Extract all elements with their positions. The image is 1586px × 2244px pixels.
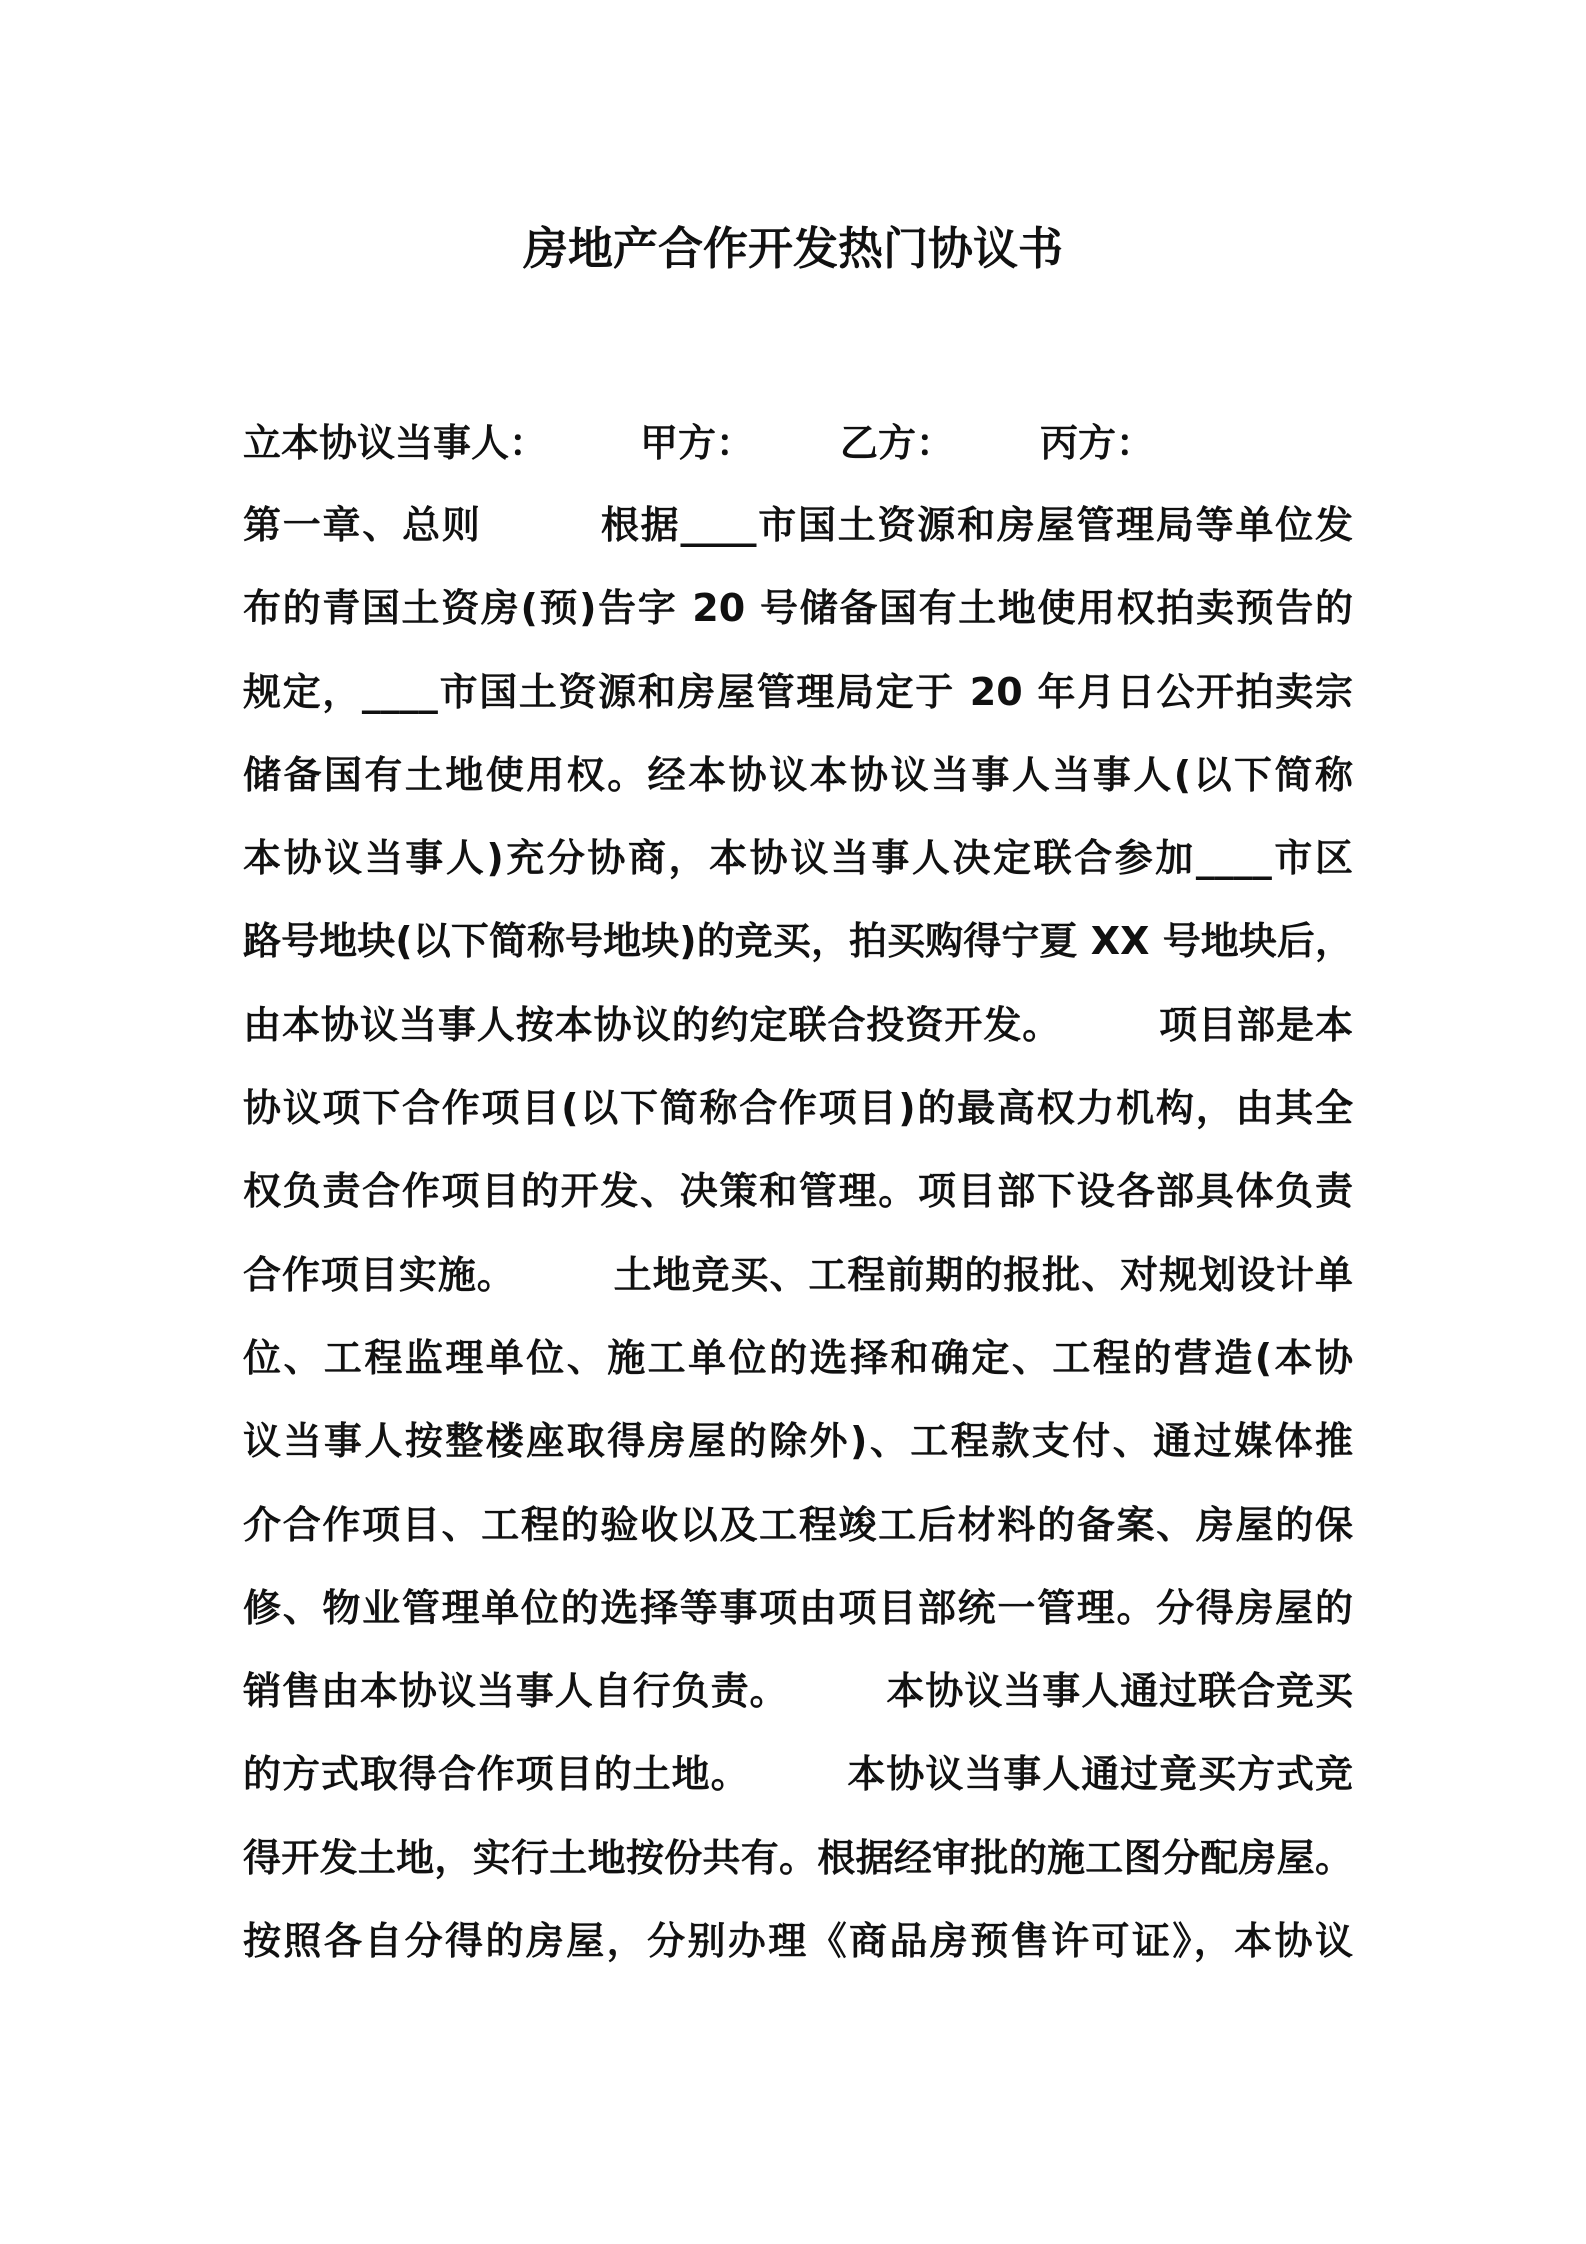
text-line: 由本协议当事人按本协议的约定联合投资开发。 项目部是本 [243, 1002, 1353, 1047]
party-c-label: 丙方： [1040, 420, 1155, 465]
text-line: 储备国有土地使用权。经本协议本协议当事人当事人(以下简称 [243, 752, 1353, 797]
text-line: 的方式取得合作项目的土地。 本协议当事人通过竟买方式竞 [243, 1752, 1353, 1797]
party-a-label: 甲方： [640, 420, 755, 465]
document-title: 房地产合作开发热门协议书 [522, 222, 1063, 275]
text-line: 位、工程监理单位、施工单位的选择和确定、工程的营造(本协 [243, 1335, 1353, 1380]
text-line: 协议项下合作项目(以下简称合作项目)的最高权力机构，由其全 [243, 1086, 1353, 1131]
party-b-label: 乙方： [840, 420, 955, 465]
text-line: 销售由本协议当事人自行负责。 本协议当事人通过联合竞买 [243, 1669, 1353, 1714]
text-line: 介合作项目、工程的验收以及工程竣工后材料的备案、房屋的保 [243, 1502, 1353, 1547]
text-line: 议当事人按整楼座取得房屋的除外)、工程款支付、通过媒体推 [243, 1419, 1353, 1464]
text-line: 修、物业管理单位的选择等事项由项目部统一管理。分得房屋的 [243, 1585, 1353, 1630]
text-line: 权负责合作项目的开发、决策和管理。项目部下设各部具体负责 [243, 1169, 1353, 1214]
text-line: 规定，____市国土资源和房屋管理局定于 20 年月日公开拍卖宗 [243, 669, 1353, 714]
text-line: 路号地块(以下简称号地块)的竞买，拍买购得宁夏 XX 号地块后， [243, 919, 1353, 964]
text-line: 按照各自分得的房屋，分别办理《商品房预售许可证》，本协议 [243, 1919, 1353, 1964]
text-line: 第一章、总则 根据____市国土资源和房屋管理局等单位发 [243, 503, 1353, 547]
text-line: 合作项目实施。 土地竞买、工程前期的报批、对规划设计单 [243, 1252, 1353, 1297]
parties-line [243, 402, 1154, 476]
text-line: 本协议当事人)充分协商，本协议当事人决定联合参加____市区 [243, 836, 1353, 881]
text-line: 布的青国土资房(预)告字 20 号储备国有土地使用权拍卖预告的 [243, 586, 1353, 631]
body-text [243, 484, 1353, 1983]
parties-intro: 立本协议当事人： [243, 420, 548, 465]
text-line: 得开发土地，实行土地按份共有。根据经审批的施工图分配房屋。 [243, 1835, 1353, 1880]
